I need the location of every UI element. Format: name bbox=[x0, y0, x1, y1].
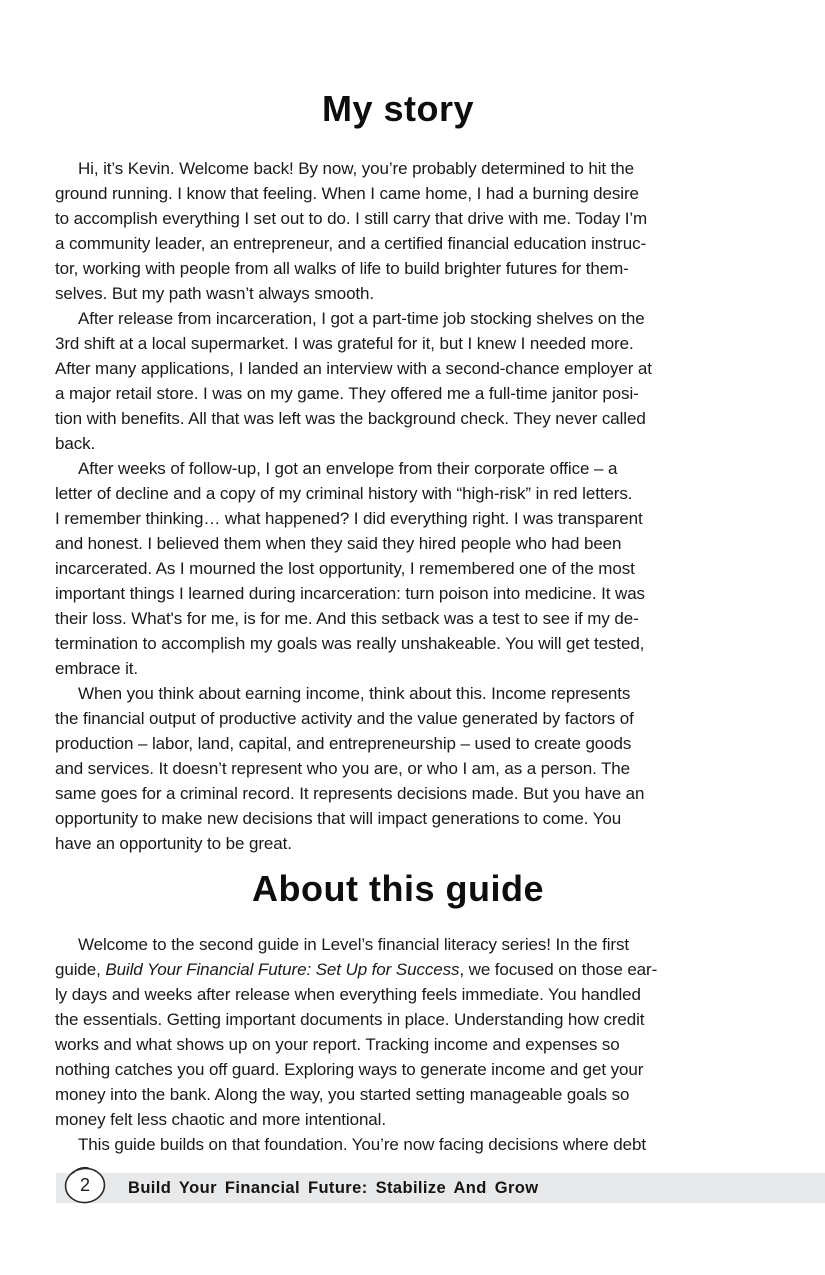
text-line: the financial output of productive activity and the value generated by factors of bbox=[55, 709, 634, 728]
text-line: important things I learned during incarceration: turn poison into medicine. It was bbox=[55, 584, 645, 603]
text-line: After weeks of follow-up, I got an envelope from their corporate office – a bbox=[78, 459, 618, 478]
paragraph bbox=[55, 1132, 741, 1157]
text-line: money felt less chaotic and more intentional. bbox=[55, 1110, 386, 1129]
section-body-my-story bbox=[55, 156, 741, 856]
paragraph bbox=[55, 156, 741, 306]
footer-book-title: Build Your Financial Future: Stabilize And Grow bbox=[128, 1179, 539, 1197]
text-line: 3rd shift at a local supermarket. I was grateful for it, but I knew I needed more. bbox=[55, 334, 634, 353]
text-line: a community leader, an entrepreneur, and a certified financial education instruc- bbox=[55, 234, 647, 253]
text-line: tion with benefits. All that was left was the background check. They never called bbox=[55, 409, 646, 428]
section-heading-about-this-guide: About this guide bbox=[252, 868, 544, 909]
text-line: and services. It doesn’t represent who you are, or who I am, as a person. The bbox=[55, 759, 631, 778]
text-line: Welcome to the second guide in Level’s financial literacy series! In the first bbox=[78, 935, 629, 954]
paragraph bbox=[55, 932, 741, 1132]
text-line: works and what shows up on your report. Tracking income and expenses so bbox=[55, 1035, 620, 1054]
page-number: 2 bbox=[79, 1175, 90, 1195]
text-line: This guide builds on that foundation. You’re now facing decisions where debt bbox=[78, 1135, 646, 1154]
text-line: letter of decline and a copy of my criminal history with “high-risk” in red letters. bbox=[55, 484, 633, 503]
page-number-badge bbox=[63, 1165, 107, 1205]
text-line: a major retail store. I was on my game. They offered me a full-time janitor posi- bbox=[55, 384, 639, 403]
text-line: I remember thinking… what happened? I did everything right. I was transparent bbox=[55, 509, 643, 528]
text-line: money into the bank. Along the way, you started setting manageable goals so bbox=[55, 1085, 630, 1104]
text-line: same goes for a criminal record. It represents decisions made. But you have an bbox=[55, 784, 645, 803]
text-line: opportunity to make new decisions that will impact generations to come. You bbox=[55, 809, 622, 828]
text-line: guide, Build Your Financial Future: Set Up for Success, we focused on those ear- bbox=[55, 960, 658, 979]
paragraph bbox=[55, 306, 741, 456]
text-line: back. bbox=[55, 434, 96, 453]
text-line: After release from incarceration, I got a part-time job stocking shelves on the bbox=[78, 309, 645, 328]
text-line: tor, working with people from all walks of life to build brighter futures for them- bbox=[55, 259, 629, 278]
paragraph bbox=[55, 681, 741, 856]
text-line: and honest. I believed them when they said they hired people who had been bbox=[55, 534, 622, 553]
text-line: embrace it. bbox=[55, 659, 138, 678]
paragraph bbox=[55, 456, 741, 681]
text-line: the essentials. Getting important documents in place. Understanding how credit bbox=[55, 1010, 645, 1029]
text-line: Hi, it’s Kevin. Welcome back! By now, you’re probably determined to hit the bbox=[78, 159, 634, 178]
text-line: After many applications, I landed an interview with a second-chance employer at bbox=[55, 359, 652, 378]
section-body-about-this-guide bbox=[55, 932, 741, 1157]
text-line: ly days and weeks after release when everything feels immediate. You handled bbox=[55, 985, 641, 1004]
text-line: incarcerated. As I mourned the lost opportunity, I remembered one of the most bbox=[55, 559, 635, 578]
text-line: When you think about earning income, think about this. Income represents bbox=[78, 684, 631, 703]
text-line: ground running. I know that feeling. When I came home, I had a burning desire bbox=[55, 184, 639, 203]
page-content bbox=[55, 0, 741, 1157]
text-line: nothing catches you off guard. Exploring ways to generate income and get your bbox=[55, 1060, 644, 1079]
text-line: to accomplish everything I set out to do. I still carry that drive with me. Today I’m bbox=[55, 209, 648, 228]
section-heading-my-story: My story bbox=[321, 88, 475, 129]
footer-bar bbox=[56, 1173, 825, 1203]
text-line: have an opportunity to be great. bbox=[55, 834, 292, 853]
text-line: production – labor, land, capital, and entrepreneurship – used to create goods bbox=[55, 734, 632, 753]
text-line: their loss. What's for me, is for me. And this setback was a test to see if my de- bbox=[55, 609, 639, 628]
text-line: termination to accomplish my goals was really unshakeable. You will get tested, bbox=[55, 634, 645, 653]
text-line: selves. But my path wasn’t always smooth. bbox=[55, 284, 375, 303]
